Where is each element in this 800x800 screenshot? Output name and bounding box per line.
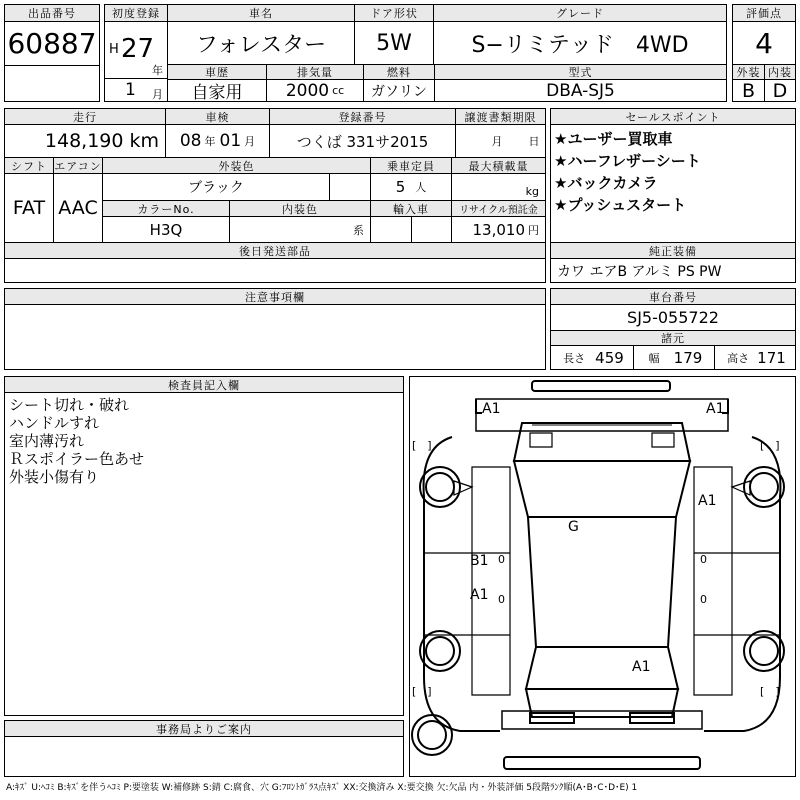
office-label: 事務局よりご案内 xyxy=(4,720,404,737)
shift-value: FAT xyxy=(4,173,54,243)
zero-mark: 0 xyxy=(498,593,505,606)
lot-number: 60887 xyxy=(4,21,100,66)
score-value: 4 xyxy=(732,21,796,65)
capacity-unit: 人 xyxy=(415,181,427,194)
inspector-notes xyxy=(9,396,144,486)
first-reg-year xyxy=(104,21,168,79)
transfer-cell xyxy=(455,124,546,158)
dims-label: 諸元 xyxy=(550,330,796,346)
recycle-unit: 円 xyxy=(528,223,539,237)
import-label: 輸入車 xyxy=(370,200,452,217)
int-color-unit: 系 xyxy=(353,223,364,237)
wheels xyxy=(412,467,784,755)
inspection-label: 車検 xyxy=(165,108,270,125)
capacity-value: 5 xyxy=(395,178,406,196)
car-diagram-svg xyxy=(410,377,795,776)
inspector-note: Ｒスポイラー色あせ xyxy=(9,450,145,468)
later-parts-label: 後日発送部品 xyxy=(4,242,546,259)
caution-panel xyxy=(4,288,546,370)
equipment-value: カワ エアB アルミ PS PW xyxy=(550,258,796,283)
sales-label: セールスポイント xyxy=(550,108,796,125)
fuel-value: ガソリン xyxy=(363,79,435,102)
year-unit: 年 xyxy=(152,64,163,77)
bracket: [ ] xyxy=(760,439,780,452)
sales-point: ★ハーフレザーシート xyxy=(554,152,701,170)
displacement-label: 排気量 xyxy=(266,64,364,80)
header-table xyxy=(4,4,796,102)
int-color-cell xyxy=(229,216,371,243)
reg-value: つくば 331サ2015 xyxy=(269,124,456,158)
int-grade-value: D xyxy=(764,79,796,102)
office-panel xyxy=(4,720,404,777)
inspection-cell xyxy=(165,124,270,158)
door-value: 5W xyxy=(354,21,434,65)
damage-mark: A1 xyxy=(698,493,717,509)
import-cell-a xyxy=(370,216,412,243)
first-reg-month xyxy=(104,78,168,102)
width-label: 幅 xyxy=(648,351,660,365)
load-label: 最大積載量 xyxy=(451,157,546,174)
chassis-label: 車台番号 xyxy=(550,288,796,305)
sales-point: ★ユーザー買取車 xyxy=(554,130,673,148)
caution-label: 注意事項欄 xyxy=(4,288,546,305)
model-label: 型式 xyxy=(434,64,727,80)
shift-label: シフト xyxy=(4,157,54,174)
displacement-value: 2000 xyxy=(285,80,330,101)
ext-color-value: ブラック xyxy=(102,173,330,201)
displacement-cell xyxy=(266,79,364,102)
ext-grade-value: B xyxy=(732,79,765,102)
load-unit: kg xyxy=(525,185,539,198)
damage-mark: A1 xyxy=(632,659,651,675)
zero-mark: 0 xyxy=(700,593,707,606)
mileage-cell xyxy=(4,124,166,158)
inspector-note: シート切れ・破れ xyxy=(9,396,130,414)
height-label: 高さ xyxy=(727,351,750,365)
mileage-unit: km xyxy=(129,130,159,152)
caution-body xyxy=(4,304,546,370)
office-body xyxy=(4,736,404,777)
transfer-label: 譲渡書類期限 xyxy=(455,108,546,125)
era: H xyxy=(109,42,119,57)
score-label: 評価点 xyxy=(732,4,796,22)
damage-mark: B1 xyxy=(470,553,489,569)
car-name: フォレスター xyxy=(167,21,355,65)
lot-blank xyxy=(4,65,100,102)
color-no-value: H3Q xyxy=(102,216,230,243)
damage-mark: A1 xyxy=(706,401,725,417)
bracket: [ ] xyxy=(760,685,780,698)
sales-points xyxy=(554,128,701,216)
import-cell-b xyxy=(411,216,452,243)
lot-label: 出品番号 xyxy=(4,4,100,22)
door-label: ドア形状 xyxy=(354,4,434,22)
legend-text: A:ｷｽﾞ U:ﾍｺﾐ B:ｷｽﾞを伴うﾍｺﾐ P:要塗装 W:補修跡 S:錆 C:腐食、穴 G:ﾌﾛﾝﾄｶﾞﾗｽ点ｷｽﾞ XX:交換済み X:要交換 欠:欠品 内・外装評価 5段階ﾗﾝｸ順(A･B･C･D･E) 1 xyxy=(6,783,638,793)
month-unit: 月 xyxy=(152,88,163,101)
first-reg-label: 初度登録 xyxy=(104,4,168,22)
sales-panel xyxy=(550,108,796,283)
equipment-label: 純正装備 xyxy=(550,242,796,259)
length-label: 長さ xyxy=(563,351,586,365)
length-value: 459 xyxy=(595,348,624,367)
ac-label: エアコン xyxy=(53,157,103,174)
mileage-value: 148,190 xyxy=(44,130,124,152)
ext-color-extra xyxy=(329,173,371,201)
height-cell xyxy=(714,345,796,370)
int-grade-label: 内装 xyxy=(764,64,796,80)
sales-point: ★プッシュスタート xyxy=(554,196,687,214)
vehicle-details xyxy=(4,108,546,283)
damage-diagram xyxy=(409,376,796,777)
length-cell xyxy=(550,345,634,370)
capacity-label: 乗車定員 xyxy=(370,157,452,174)
grade-label: グレード xyxy=(433,4,727,22)
grade-value: S−リミテッド 4WD xyxy=(433,21,727,65)
fuel-label: 燃料 xyxy=(363,64,435,80)
width-value: 179 xyxy=(673,348,703,367)
inspector-label: 検査員記入欄 xyxy=(4,376,404,393)
zero-mark: 0 xyxy=(700,553,707,566)
color-no-label: カラーNo. xyxy=(102,200,230,217)
chassis-value: SJ5-055722 xyxy=(550,304,796,331)
height-value: 171 xyxy=(757,348,786,367)
capacity-cell xyxy=(370,173,452,201)
ac-value: AAC xyxy=(53,173,103,243)
recycle-cell xyxy=(451,216,546,243)
sales-point: ★バックカメラ xyxy=(554,174,658,192)
later-parts-value xyxy=(4,258,546,283)
chassis-panel xyxy=(550,288,796,370)
month: 1 xyxy=(125,80,136,100)
bracket: [ ] xyxy=(412,685,432,698)
damage-mark: G xyxy=(568,519,579,535)
car-name-label: 車名 xyxy=(167,4,355,22)
damage-mark: A1 xyxy=(482,401,501,417)
mileage-label: 走行 xyxy=(4,108,166,125)
recycle-label: リサイクル預託金 xyxy=(451,200,546,217)
load-cell xyxy=(451,173,546,201)
history-value: 自家用 xyxy=(167,79,267,102)
bracket: [ ] xyxy=(412,439,432,452)
transfer-day-unit: 日 xyxy=(528,135,540,148)
insp-month-unit: 月 xyxy=(244,135,256,148)
recycle-value: 13,010 xyxy=(472,220,525,239)
reg-label: 登録番号 xyxy=(269,108,456,125)
insp-year: 08 xyxy=(179,131,202,151)
displacement-unit: cc xyxy=(332,84,345,97)
insp-month: 01 xyxy=(219,131,242,151)
transfer-month-unit: 月 xyxy=(491,135,503,148)
ext-grade-label: 外装 xyxy=(732,64,765,80)
inspector-note: 外装小傷有り xyxy=(9,468,100,486)
width-cell xyxy=(633,345,715,370)
inspector-note: 室内薄汚れ xyxy=(9,432,85,450)
model-value: DBA-SJ5 xyxy=(434,79,727,102)
inspector-note: ハンドルすれ xyxy=(9,414,100,432)
history-label: 車歴 xyxy=(167,64,267,80)
ext-color-label: 外装色 xyxy=(102,157,371,174)
inspector-panel xyxy=(4,376,404,716)
year: 27 xyxy=(121,34,155,64)
int-color-label: 内装色 xyxy=(229,200,371,217)
insp-year-unit: 年 xyxy=(204,135,216,148)
damage-mark: A1 xyxy=(470,587,489,603)
zero-mark: 0 xyxy=(498,553,505,566)
